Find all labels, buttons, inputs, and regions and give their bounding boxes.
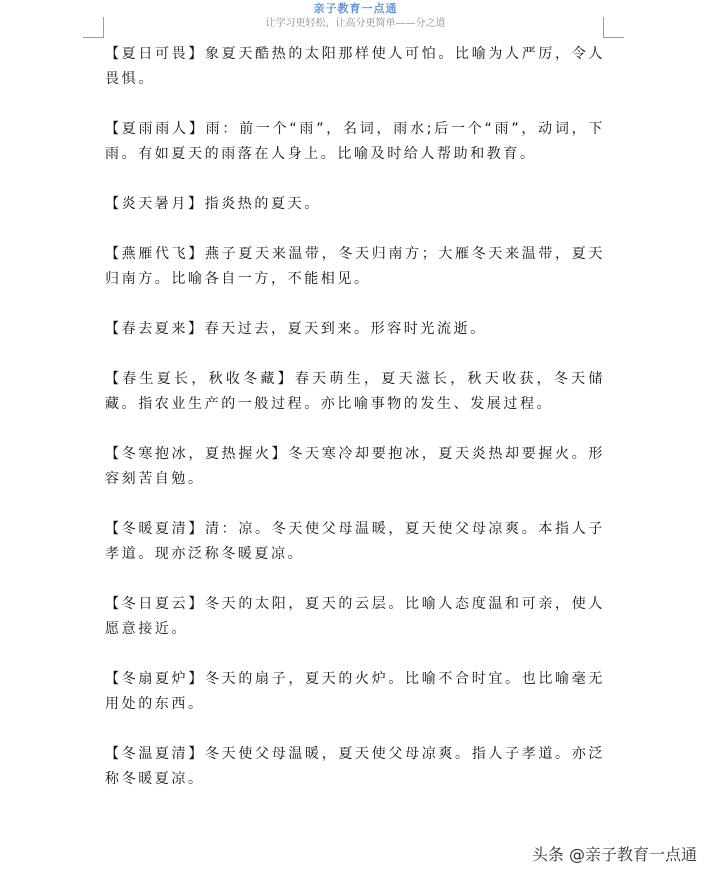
idiom-term: 【冬寒抱冰，夏热握火】 bbox=[105, 446, 289, 462]
idiom-term: 【夏日可畏】 bbox=[105, 46, 206, 62]
idiom-term: 【冬扇夏炉】 bbox=[105, 671, 206, 687]
idiom-term: 【燕雁代飞】 bbox=[105, 246, 206, 262]
idiom-entry bbox=[105, 317, 605, 342]
idiom-entry bbox=[105, 442, 605, 492]
idiom-term: 【炎天暑月】 bbox=[105, 196, 205, 212]
idiom-term: 【春生夏长，秋收冬藏】 bbox=[105, 371, 295, 387]
idiom-entry bbox=[105, 742, 605, 792]
idiom-entry bbox=[105, 367, 605, 417]
idiom-definition: 冬天寒冷却要抱冰，夏天炎热却要握火。形容刻苦自勉。 bbox=[105, 446, 605, 487]
idiom-definition: 清：凉。冬天使父母温暖，夏天使父母凉爽。本指人子孝道。现亦泛称冬暖夏凉。 bbox=[105, 521, 605, 562]
idiom-entry bbox=[105, 517, 605, 567]
idiom-definition: 春天萌生，夏天滋长，秋天收获，冬天储藏。指农业生产的一般过程。亦比喻事物的发生、发展过程。 bbox=[105, 371, 605, 412]
idiom-entry bbox=[105, 192, 605, 217]
document-body bbox=[105, 42, 605, 817]
idiom-definition: 象夏天酷热的太阳那样使人可怕。比喻为人严厉，令人畏惧。 bbox=[105, 46, 605, 87]
idiom-term: 【冬日夏云】 bbox=[105, 596, 206, 612]
watermark: 头条 @亲子教育一点通 bbox=[531, 845, 697, 864]
idiom-entry bbox=[105, 667, 605, 717]
idiom-definition: 指炎热的夏天。 bbox=[204, 196, 321, 212]
idiom-term: 【夏雨雨人】 bbox=[105, 121, 206, 137]
idiom-definition: 冬天的扇子，夏天的火炉。比喻不合时宜。也比喻毫无用处的东西。 bbox=[105, 671, 605, 712]
idiom-term: 【冬温夏清】 bbox=[105, 746, 206, 762]
idiom-term: 【冬暖夏清】 bbox=[105, 521, 206, 537]
header-title: 亲子教育一点通 bbox=[313, 2, 398, 15]
idiom-entry bbox=[105, 592, 605, 642]
idiom-entry bbox=[105, 42, 605, 92]
idiom-definition: 燕子夏天来温带，冬天归南方；大雁冬天来温带，夏天归南方。比喻各自一方，不能相见。 bbox=[105, 246, 605, 287]
idiom-entry bbox=[105, 242, 605, 292]
idiom-entry bbox=[105, 117, 605, 167]
idiom-term: 【春去夏来】 bbox=[105, 321, 205, 337]
idiom-definition: 冬天的太阳，夏天的云层。比喻人态度温和可亲，使人愿意接近。 bbox=[105, 596, 605, 637]
idiom-definition: 春天过去，夏天到来。形容时光流逝。 bbox=[204, 321, 487, 337]
idiom-definition: 雨：前一个“雨”，名词，雨水;后一个“雨”，动词，下雨。有如夏天的雨落在人身上。比喻及时给人帮助和教育。 bbox=[105, 121, 606, 162]
header-subtitle: 让学习更轻松，让高分更简单——分之道 bbox=[265, 18, 446, 29]
idiom-definition: 冬天使父母温暖，夏天使父母凉爽。指人子孝道。亦泛称冬暖夏凉。 bbox=[105, 746, 605, 787]
page-header bbox=[0, 2, 711, 31]
